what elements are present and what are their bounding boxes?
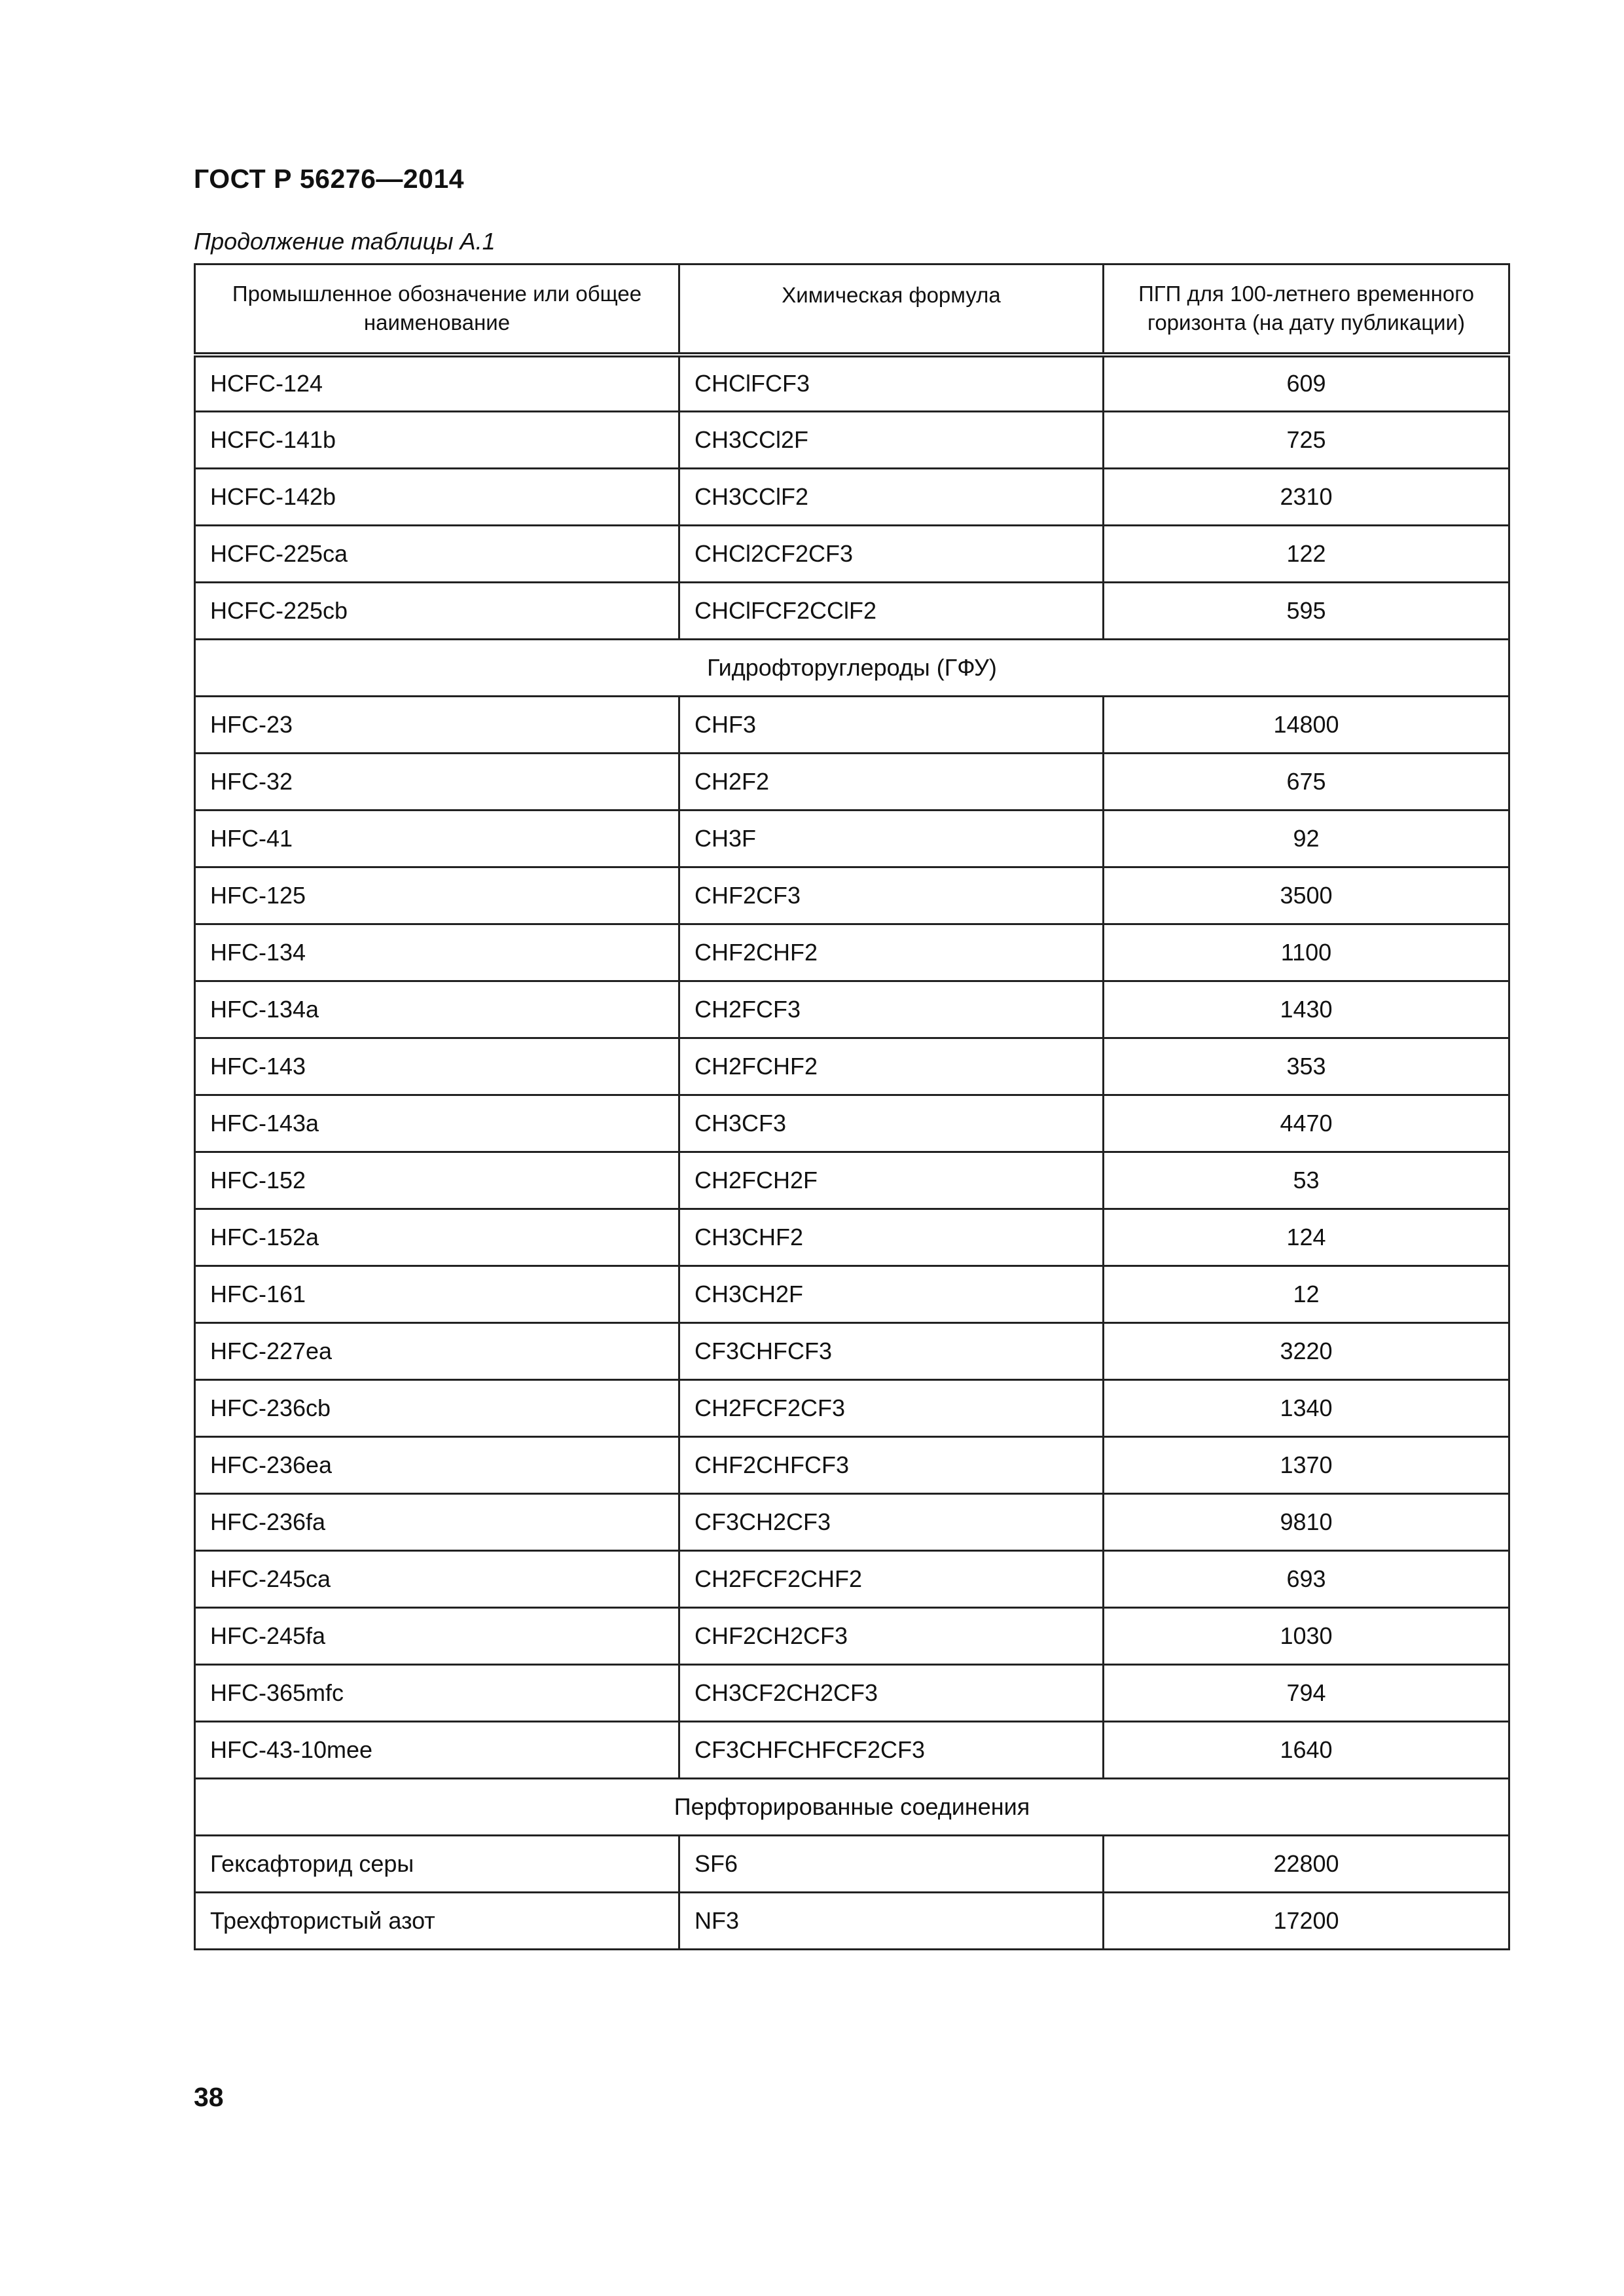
cell-formula: CH2FCH2F [679, 1152, 1104, 1209]
cell-formula: CF3CHFCF3 [679, 1323, 1104, 1380]
cell-gwp: 1370 [1104, 1437, 1509, 1494]
cell-formula: CHCl2CF2CF3 [679, 526, 1104, 583]
cell-name: HFC-134a [195, 981, 679, 1038]
cell-gwp: 3500 [1104, 867, 1509, 924]
cell-formula: CH3CF3 [679, 1095, 1104, 1152]
table-row [195, 469, 1509, 526]
cell-formula: CHF2CHFCF3 [679, 1437, 1104, 1494]
section-header-row [195, 640, 1509, 697]
table-row [195, 526, 1509, 583]
cell-formula: CH3CH2F [679, 1266, 1104, 1323]
table-row [195, 1665, 1509, 1722]
column-header-gwp: ПГП для 100-летнего временного горизонта (на дату публикации) [1104, 264, 1509, 355]
cell-formula: CH3F [679, 811, 1104, 867]
cell-name: HFC-41 [195, 811, 679, 867]
cell-gwp: 609 [1104, 355, 1509, 412]
table-row [195, 1266, 1509, 1323]
cell-formula: CH3CHF2 [679, 1209, 1104, 1266]
cell-gwp: 595 [1104, 583, 1509, 640]
cell-formula: CHF2CH2CF3 [679, 1608, 1104, 1665]
cell-name: HFC-236fa [195, 1494, 679, 1551]
table-row [195, 1551, 1509, 1608]
cell-formula: CH2F2 [679, 754, 1104, 811]
cell-formula: CH2FCHF2 [679, 1038, 1104, 1095]
section-header-row [195, 1779, 1509, 1836]
table-row [195, 355, 1509, 412]
table-row [195, 1836, 1509, 1893]
cell-name: HFC-125 [195, 867, 679, 924]
table-row [195, 1494, 1509, 1551]
cell-gwp: 92 [1104, 811, 1509, 867]
cell-name: HFC-236cb [195, 1380, 679, 1437]
cell-gwp: 124 [1104, 1209, 1509, 1266]
cell-gwp: 122 [1104, 526, 1509, 583]
cell-gwp: 14800 [1104, 697, 1509, 754]
cell-name: HCFC-225cb [195, 583, 679, 640]
table-row [195, 1608, 1509, 1665]
cell-formula: CHF3 [679, 697, 1104, 754]
cell-name: HFC-43-10mee [195, 1722, 679, 1779]
cell-name: HFC-227ea [195, 1323, 679, 1380]
cell-formula: CHF2CF3 [679, 867, 1104, 924]
table-row [195, 1095, 1509, 1152]
cell-formula: CH3CClF2 [679, 469, 1104, 526]
cell-formula: CHF2CHF2 [679, 924, 1104, 981]
cell-gwp: 1100 [1104, 924, 1509, 981]
section-label: Гидрофторуглероды (ГФУ) [195, 640, 1509, 697]
cell-gwp: 22800 [1104, 1836, 1509, 1893]
cell-formula: NF3 [679, 1893, 1104, 1950]
table-row [195, 1038, 1509, 1095]
table-row [195, 1323, 1509, 1380]
cell-formula: SF6 [679, 1836, 1104, 1893]
cell-gwp: 17200 [1104, 1893, 1509, 1950]
cell-name: HCFC-124 [195, 355, 679, 412]
cell-gwp: 794 [1104, 1665, 1509, 1722]
cell-gwp: 1030 [1104, 1608, 1509, 1665]
cell-name: HCFC-142b [195, 469, 679, 526]
cell-gwp: 4470 [1104, 1095, 1509, 1152]
section-label: Перфторированные соединения [195, 1779, 1509, 1836]
cell-name: HFC-152 [195, 1152, 679, 1209]
table-row [195, 811, 1509, 867]
cell-gwp: 1430 [1104, 981, 1509, 1038]
table-row [195, 697, 1509, 754]
cell-name: HFC-365mfc [195, 1665, 679, 1722]
cell-formula: CHClFCF2CClF2 [679, 583, 1104, 640]
cell-name: HFC-152a [195, 1209, 679, 1266]
table-row [195, 754, 1509, 811]
column-header-formula: Химическая формула [679, 264, 1104, 355]
table-row [195, 1722, 1509, 1779]
cell-gwp: 725 [1104, 412, 1509, 469]
cell-gwp: 3220 [1104, 1323, 1509, 1380]
cell-gwp: 53 [1104, 1152, 1509, 1209]
cell-gwp: 675 [1104, 754, 1509, 811]
cell-name: HFC-236ea [195, 1437, 679, 1494]
table-row [195, 924, 1509, 981]
cell-name: HFC-143a [195, 1095, 679, 1152]
cell-name: HFC-32 [195, 754, 679, 811]
table-row [195, 1893, 1509, 1950]
cell-name: Трехфтористый азот [195, 1893, 679, 1950]
cell-formula: CH2FCF3 [679, 981, 1104, 1038]
cell-name: HFC-23 [195, 697, 679, 754]
cell-formula: CF3CHFCHFCF2CF3 [679, 1722, 1104, 1779]
table-row [195, 1437, 1509, 1494]
cell-gwp: 1640 [1104, 1722, 1509, 1779]
cell-gwp: 693 [1104, 1551, 1509, 1608]
cell-name: HFC-161 [195, 1266, 679, 1323]
table-row [195, 1380, 1509, 1437]
table-body [195, 355, 1509, 1950]
cell-gwp: 1340 [1104, 1380, 1509, 1437]
cell-name: HCFC-225ca [195, 526, 679, 583]
table-row [195, 1152, 1509, 1209]
cell-formula: CH2FCF2CF3 [679, 1380, 1104, 1437]
table-caption: Продолжение таблицы А.1 [194, 228, 496, 255]
cell-gwp: 353 [1104, 1038, 1509, 1095]
column-header-name: Промышленное обозначение или общее наименование [195, 264, 679, 355]
cell-name: Гексафторид серы [195, 1836, 679, 1893]
cell-gwp: 12 [1104, 1266, 1509, 1323]
table-row [195, 412, 1509, 469]
cell-formula: CF3CH2CF3 [679, 1494, 1104, 1551]
cell-name: HCFC-141b [195, 412, 679, 469]
cell-formula: CH3CCl2F [679, 412, 1104, 469]
table-row [195, 981, 1509, 1038]
table-row [195, 1209, 1509, 1266]
table-row [195, 583, 1509, 640]
table-header-row [195, 264, 1509, 355]
table-row [195, 867, 1509, 924]
cell-formula: CH2FCF2CHF2 [679, 1551, 1104, 1608]
cell-name: HFC-134 [195, 924, 679, 981]
cell-gwp: 2310 [1104, 469, 1509, 526]
cell-formula: CHClFCF3 [679, 355, 1104, 412]
cell-name: HFC-245fa [195, 1608, 679, 1665]
cell-formula: CH3CF2CH2CF3 [679, 1665, 1104, 1722]
cell-name: HFC-143 [195, 1038, 679, 1095]
gwp-table [194, 263, 1510, 1950]
cell-name: HFC-245ca [195, 1551, 679, 1608]
cell-gwp: 9810 [1104, 1494, 1509, 1551]
page-number: 38 [194, 2082, 224, 2112]
document-title: ГОСТ Р 56276—2014 [194, 164, 465, 194]
